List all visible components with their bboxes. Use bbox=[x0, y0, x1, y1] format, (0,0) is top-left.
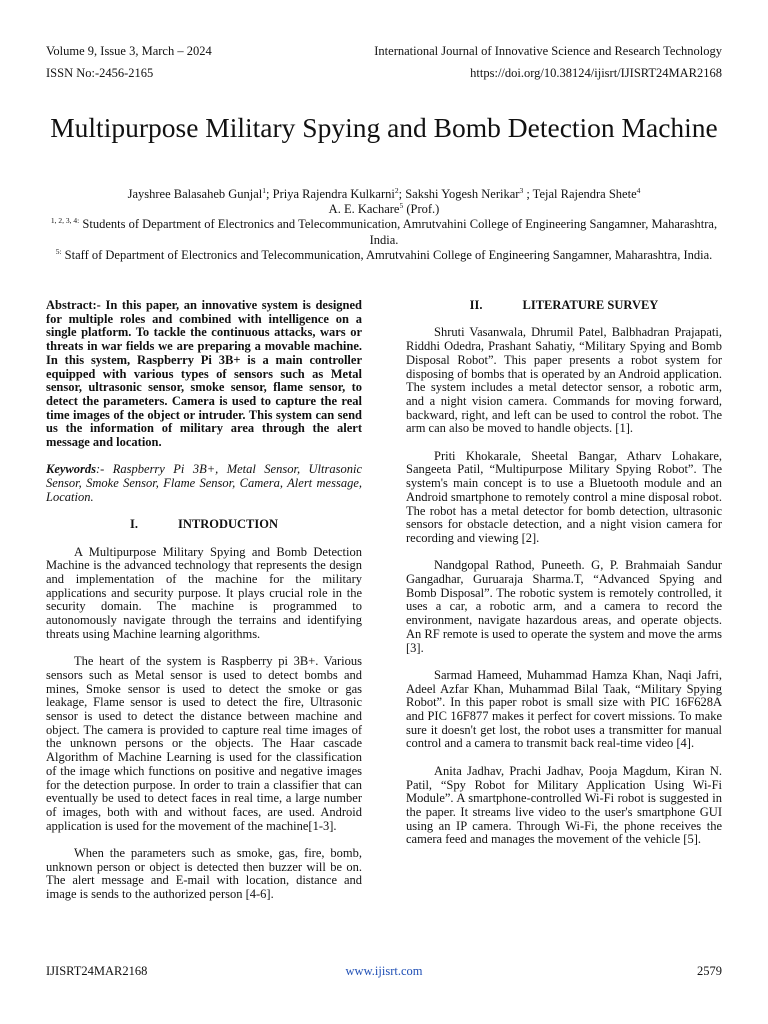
section-heading-introduction: I. INTRODUCTION bbox=[129, 517, 278, 532]
issn: ISSN No:-2456-2165 bbox=[46, 66, 154, 80]
author-line-prof: A. E. Kachare$^5$ (Prof.) bbox=[328, 201, 440, 217]
keywords: Keywords:- Raspberry Pi 3B+, Metal Sensor, Ultrasonic Sensor, Smoke Sensor, Flame Sensor, Camera, Alert message, Location. bbox=[46, 462, 362, 504]
section-heading-literature-survey: II. LITERATURE SURVEY bbox=[469, 298, 659, 312]
left-column bbox=[46, 299, 362, 916]
literature-paragraph: Shruti Vasanwala, Dhrumil Patel, Balbhadran Prajapati, Riddhi Odedra, Prashant Sahatiy, “Military Spying and Bomb Disposal Robot”. This paper presents a robot system for disposing of bombs that is operated by an Android application. The system includes a metal detector sensor, a robotic arm, and a night vision camera. Commands for moving forward, backward, right, and left can be used to control the robot. The arm can also be moved to handle objects. [1]. bbox=[406, 325, 722, 436]
volume-info: Volume 9, Issue 3, March – 2024 bbox=[46, 44, 212, 58]
affiliation-staff: $^{5:}$ Staff of Department of Electronics and Telecommunication, Amrutvahini College of Engineering Sangamner, Maharashtra, India. bbox=[55, 246, 713, 262]
footer-code: IJISRT24MAR2168 bbox=[46, 964, 148, 978]
intro-paragraph: When the parameters such as smoke, gas, fire, bomb, unknown person or object is detected then buzzer will be on. The alert message and E-mail with location, distance and image is sends to the authorized person [4-6]. bbox=[46, 846, 362, 902]
literature-paragraph: Anita Jadhav, Prachi Jadhav, Pooja Magdum, Kiran N. Patil, “Spy Robot for Military Application Using Wi-Fi Module”. A smartphone-controlled Wi-Fi robot is suggested in the paper. It streams live video to the user's smartphone GUI using an IP camera. Through Wi-Fi, the phone receives the camera feed and manages the movement of the vehicle [5]. bbox=[406, 763, 722, 847]
literature-paragraph: Nandgopal Rathod, Puneeth. G, P. Brahmaiah Sandur Gangadhar, Guruaraja Sharma.T, “Advanced Spying and Bomb Disposal”. The robotic system is remotely controlled, it uses a car, a robotic arm, and a camera to record the environment, navigate hazardous areas, and operate objects. An RF remote is used to operate the system and move the arms [3]. bbox=[406, 558, 722, 655]
author-line: Jayshree Balasaheb Gunjal$^1$; Priya Rajendra Kulkarni$^2$; Sakshi Yogesh Nerikar$^3$ ; Tejal Rajendra Shete$^4$ bbox=[127, 185, 641, 201]
abstract: Abstract:- In this paper, an innovative system is designed for multiple roles and combined with intelligence on a single platform. To tackle the continuous attacks, wars or threats in war fields we are preparing a movable machine. In this system, Raspberry Pi 3B+ is a main controller equipped with various types of sensors such as Metal sensor, ultrasonic sensor, smoke sensor, flame sensor, to detect the parameters. Camera is used to capture the real time images of the object or intruder. This system can send us the information of military area through the alert message and location. bbox=[46, 298, 362, 450]
intro-paragraph: A Multipurpose Military Spying and Bomb Detection Machine is the advanced technology that represents the design and implementation of the machine for the military applications and security purpose. It plays crucial role in the security domain. The machine is programmed to autonomously navigate through the terrains and identifying threats using Machine learning algorithms. bbox=[46, 544, 362, 641]
right-column bbox=[406, 299, 722, 861]
author-block bbox=[40, 187, 728, 263]
literature-paragraph: Sarmad Hameed, Muhammad Hamza Khan, Naqi Jafri, Adeel Azfar Khan, Muhammad Bilal Taak, “Military Spying Robot”. In this paper robot is small size with PIC 16F628A and PIC 16F877 makes it perfect for covert missions. To make sure it doesn't get lost, the robot uses a transmitter for manual control and a camera to transmit back real-time video [4]. bbox=[406, 667, 722, 751]
literature-paragraph: Priti Khokarale, Sheetal Bangar, Atharv Lohakare, Sangeeta Patil, “Multipurpose Military Spying Robot”. The system's main concept is to use a Bluetooth module and an Android smartphone to remotely control a mine disposal robot. The robot has a metal detector for bomb detection, ultrasonic sensors for obstacle detection, and a night vision camera for recording and viewing [2]. bbox=[406, 448, 722, 545]
page-number: 2579 bbox=[697, 964, 722, 978]
footer-site-link[interactable]: www.ijisrt.com bbox=[345, 964, 423, 978]
doi-link[interactable]: https://doi.org/10.38124/ijisrt/IJISRT24MAR2168 bbox=[470, 66, 722, 80]
affiliation-students: $^{1, 2, 3, 4:}$ Students of Department of Electronics and Telecommunication, Amrutvahini College of Engineering Sangamner, Maharashtra, India. bbox=[50, 216, 718, 247]
intro-paragraph: The heart of the system is Raspberry pi 3B+. Various sensors such as Metal sensor is used to detect bombs and mines, Smoke sensor is used to detect the smoke or gas leakage, Flame sensor is used to detect the fire, Ultrasonic sensor is used to detect the distance between machine and object. The camera is provided to capture real time images of the unknown persons or the objects. The Haar cascade Algorithm of Machine Learning is used for the classification of the image which functions on positive and negative images for the detection purpose. In order to train a classifier that can eventually be used to detect faces in real time, a large number of images, both with and without faces, are used. Android application is used for the movement of the machine[1-3]. bbox=[46, 654, 362, 833]
paper-title: Multipurpose Military Spying and Bomb Detection Machine bbox=[50, 112, 718, 144]
journal-name: International Journal of Innovative Science and Research Technology bbox=[374, 44, 722, 58]
